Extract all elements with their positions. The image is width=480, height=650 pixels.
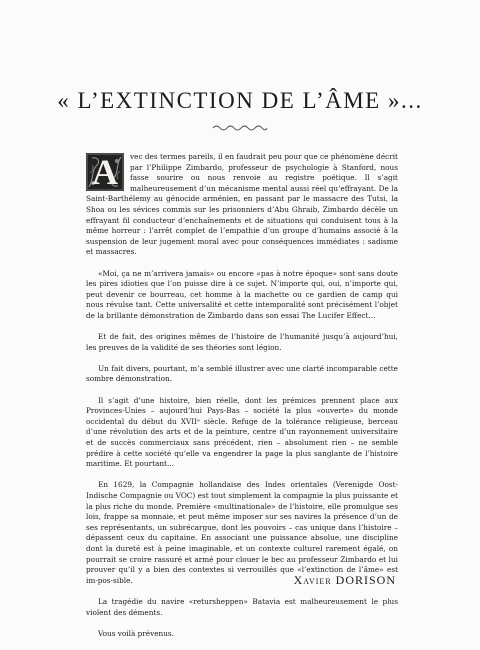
paragraph-8: Vous voilà prévenus. [98, 628, 174, 638]
author-last-name: DORISON [335, 573, 396, 587]
page-title: « L’EXTINCTION DE L’ÂME »... [57, 88, 423, 113]
paragraph-5: Il s’agit d’une histoire, bien réelle, dont les prémices prennent place aux Provinces-Unies – aujourd’hui Pays-Bas – société la plus «ouverte» du monde occidental du début du XVIIᵉ siècle. Refuge de la tolérance religieuse, berceau d’une révolution des arts et de la peinture, centre d’un rayonnement universitaire et de succès commerciaux sans précédent, rien – absolument rien – ne semble prédire à cette société qu’elle va engendrer la page la plus sanglante de l’histoire maritime. Et pourtant... [86, 395, 398, 469]
wave-ornament [212, 123, 268, 133]
author-first-name: Xavier [293, 573, 332, 587]
paragraph-1 [86, 152, 398, 258]
paragraph-7: La tragédie du navire «retursheppen» Batavia est malheureusement le plus violent des déments. [86, 596, 398, 617]
paragraph-2: «Moi, ça ne m’arrivera jamais» ou encore «pas à notre époque» sont sans doute les pires idioties que l’on puisse dire à ce sujet. N’importe qui, oui, n’importe qui, peut devenir ce bourreau, cet homme à la machette ou ce gardien de camp qui nous révulse tant. Cette universalité et cette intemporalité sont précisément l’objet de la brillante démonstration de Zimbardo dans son essai The Lucifer Effect... [86, 268, 398, 320]
paragraph-6: En 1629, la Compagnie hollandaise des Indes orientales (Verenigde Oost-Indische Compagnie ou VOC) est tout simplement la compagnie la plus puissante et la plus riche du monde. Première «multinationale» de l’histoire, elle promulgue ses lois, frappe sa monnaie, et peut même imposer sur ses navires la présence d’un de ses représentants, un subrécargue, dont les pouvoirs – cas unique dans l’histoire – dépassent ceux du capitaine. En associant une puissance absolue, une discipline dont la dureté est à peine imaginable, et un contexte culturel rarement égalé, on pourrait se croire rassuré et armé pour clouer le bec au professeur Zimbardo et lui prouver qu’il y a bien des contextes si verrouillés que «l’extinction de l’âme» est im-pos-sible. [86, 480, 398, 585]
ornate-dropcap [86, 153, 124, 191]
paragraph-3: Et de fait, des origines mêmes de l’histoire de l’humanité jusqu’à aujourd’hui, les preuves de la validité de ses théories sont légion. [86, 332, 398, 352]
author-signature [294, 573, 396, 588]
dropcap-letter: A [92, 152, 118, 192]
paragraph-text: vec des termes pareils, il en faudrait peu pour que ce phénomène décrit par l’Philippe Zimbardo, professeur de psychologie à Stanford, nous fasse sourire ou nous renvoie au registre poétique. Il s’agit malheureusement d’un mécanisme mental aussi réel qu’effrayant. De la Saint-Barthélemy au génocide arménien, en passant par le massacre des Tutsi, la Shoa ou les sévices commis sur les prisonniers d’Abu Ghraib, Zimbardo décèle un effrayant fil conducteur d’enchaînements et de situations qui conduisent tous à la même horreur : l’arrêt complet de l’empathie d’un groupe d’humains associé à la suspension de leur jugement moral avec pour conséquences immédiates : sadisme et massacres. [86, 152, 398, 257]
paragraph-4: Un fait divers, pourtant, m’a semblé illustrer avec une clarté incomparable cette sombre démonstration. [86, 363, 398, 384]
